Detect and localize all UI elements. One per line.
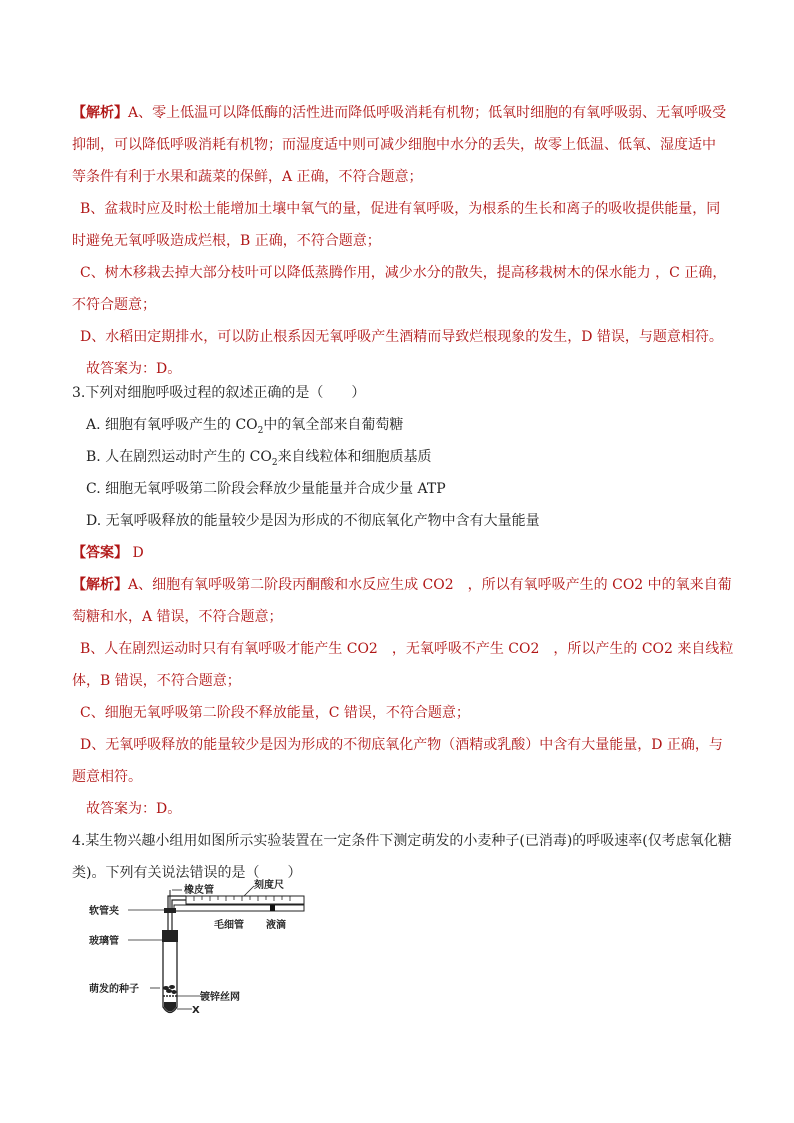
analysis-line: B、人在剧烈运动时只有有氧呼吸才能产生 CO2 ，无氧呼吸不产生 CO2 ，所以产生的 CO2 来自线粒 bbox=[80, 641, 734, 657]
q3-block bbox=[72, 377, 732, 537]
ruler bbox=[186, 896, 304, 904]
question-stem: 3.下列对细胞呼吸过程的叙述正确的是（ ） bbox=[72, 385, 366, 401]
question-stem: 类)。下列有关说法错误的是（ ） bbox=[72, 865, 302, 881]
clamp bbox=[164, 908, 176, 913]
option-b-text: B. 人在剧烈运动时产生的 CO bbox=[86, 449, 272, 465]
label-capillary: 毛细管 bbox=[214, 920, 244, 931]
label-mesh: 镀锌丝网 bbox=[200, 992, 240, 1003]
option-c: C. 细胞无氧呼吸第二阶段会释放少量能量并合成少量 ATP bbox=[86, 481, 446, 497]
label-x: X bbox=[192, 1005, 200, 1016]
q2-analysis bbox=[72, 97, 732, 385]
answer-line: 故答案为：D。 bbox=[86, 801, 182, 817]
analysis-line: 萄糖和水，A 错误，不符合题意； bbox=[72, 609, 283, 625]
analysis-line: A、细胞有氧呼吸第二阶段丙酮酸和水反应生成 CO2 ，所以有氧呼吸产生的 CO2 中的氧来自葡 bbox=[128, 577, 732, 593]
answer-line: 故答案为：D。 bbox=[86, 361, 182, 377]
option-a-text: 中的氧全部来自葡萄糖 bbox=[263, 417, 404, 433]
apparatus-figure bbox=[84, 872, 344, 1022]
answer-value: D bbox=[132, 545, 144, 561]
label-droplet: 液滴 bbox=[266, 920, 286, 931]
analysis-line: A、零上低温可以降低酶的活性进而降低呼吸消耗有机物；低氧时细胞的有氧呼吸弱、无氧呼吸受 bbox=[128, 105, 727, 121]
analysis-line: 等条件有利于水果和蔬菜的保鲜，A 正确，不符合题意； bbox=[72, 169, 423, 185]
analysis-line: 不符合题意； bbox=[72, 297, 156, 313]
option-d: D. 无氧呼吸释放的能量较少是因为形成的不彻底氧化产物中含有大量能量 bbox=[86, 513, 540, 529]
analysis-line: C、树木移栽去掉大部分枝叶可以降低蒸腾作用，减少水分的散失，提高移栽树木的保水能力 ，C 正确， bbox=[80, 265, 727, 281]
answer-tag: 【答案】 bbox=[72, 545, 128, 561]
capillary-tube bbox=[174, 905, 304, 911]
question-stem: 4.某生物兴趣小组用如图所示实验装置在一定条件下测定萌发的小麦种子(已消毒)的呼吸速率(仅考虑氧化糖 bbox=[72, 833, 732, 849]
analysis-line: 抑制，可以降低呼吸消耗有机物；而湿度适中则可减少细胞中水分的丢失，故零上低温、低氧、湿度适中 bbox=[72, 137, 716, 153]
label-rubber-tube: 橡皮管 bbox=[184, 885, 214, 896]
analysis-line: D、无氧呼吸释放的能量较少是因为形成的不彻底氧化产物（酒精或乳酸）中含有大量能量，D 正确，与 bbox=[80, 737, 723, 753]
label-clamp: 软管夹 bbox=[89, 906, 119, 917]
analysis-line: D、水稻田定期排水，可以防止根系因无氧呼吸产生酒精而导致烂根现象的发生，D 错误，与题意相符。 bbox=[80, 329, 723, 345]
label-seeds: 萌发的种子 bbox=[89, 984, 139, 995]
label-glass-tube: 玻璃管 bbox=[89, 936, 119, 947]
test-tube bbox=[163, 942, 177, 1013]
option-a bbox=[72, 409, 732, 441]
analysis-line: 题意相符。 bbox=[72, 769, 142, 785]
analysis-line: 体，B 错误，不符合题意； bbox=[72, 673, 241, 689]
option-a-text: A. 细胞有氧呼吸产生的 CO bbox=[86, 417, 258, 433]
option-b-text: 来自线粒体和细胞质基质 bbox=[277, 449, 432, 465]
analysis-line: C、细胞无氧呼吸第二阶段不释放能量，C 错误，不符合题意； bbox=[80, 705, 470, 721]
analysis-line: 时避免无氧呼吸造成烂根，B 正确，不符合题意； bbox=[72, 233, 381, 249]
analysis-line: B、盆栽时应及时松土能增加土壤中氧气的量，促进有氧呼吸，为根系的生长和离子的吸收提供能量，同 bbox=[80, 201, 721, 217]
analysis-tag: 【解析】 bbox=[72, 105, 128, 121]
subscript: 2 bbox=[271, 457, 278, 468]
subscript: 2 bbox=[257, 425, 264, 436]
analysis-tag: 【解析】 bbox=[72, 577, 128, 593]
droplet bbox=[270, 905, 275, 911]
label-ruler: 刻度尺 bbox=[254, 880, 284, 891]
option-b bbox=[72, 441, 732, 473]
q3-answer-analysis bbox=[72, 537, 732, 825]
stopper bbox=[162, 930, 178, 942]
